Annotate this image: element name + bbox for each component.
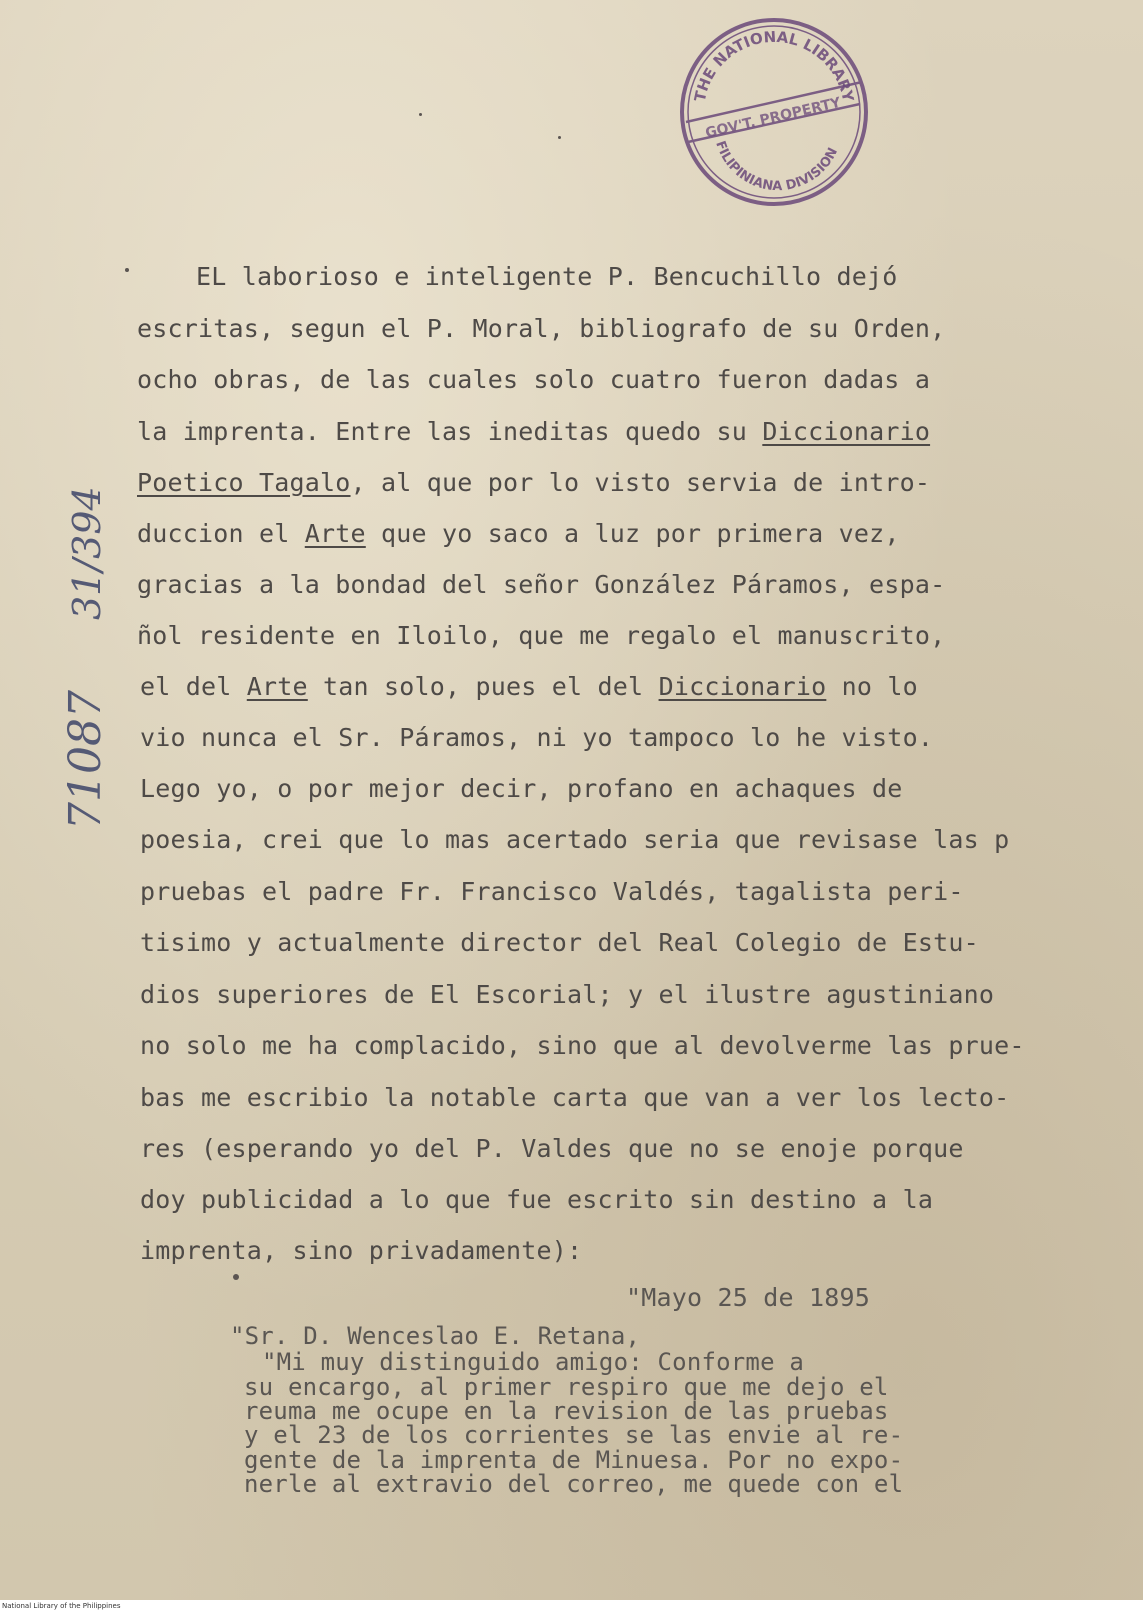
- body-text-segment: doy publicidad a lo que fue escrito sin destino a la: [140, 1185, 934, 1214]
- body-line: [140, 1083, 1009, 1113]
- body-text-segment: res (esperando yo del P. Valdes que no se enoje porque: [140, 1134, 964, 1163]
- body-line: [140, 672, 918, 702]
- body-text-segment: duccion el: [137, 519, 305, 548]
- underlined-title: Diccionario: [658, 672, 827, 701]
- body-text-segment: imprenta, sino privadamente):: [140, 1236, 583, 1265]
- body-text-segment: dios superiores de El Escorial; y el ilustre agustiniano: [140, 980, 995, 1009]
- body-line: [140, 774, 903, 804]
- body-line: [140, 980, 994, 1010]
- body-text-segment: gracias a la bondad del señor González Páramos, espa-: [137, 570, 946, 599]
- body-text-segment: Lego yo, o por mejor decir, profano en achaques de: [140, 774, 903, 803]
- body-line: [137, 570, 945, 600]
- letter-salutation: "Sr. D. Wenceslao E. Retana,: [230, 1322, 641, 1350]
- stamp-top-text: THE NATIONAL LIBRARY: [690, 27, 858, 104]
- body-line: [140, 1134, 964, 1164]
- paper-speck: [233, 1274, 239, 1280]
- body-line: [140, 928, 979, 958]
- paper-speck: [419, 113, 422, 116]
- body-line: [140, 1236, 582, 1266]
- body-line: [137, 621, 945, 651]
- body-line: [140, 1185, 933, 1215]
- underlined-title: Diccionario: [762, 417, 931, 446]
- letter-line: gente de la imprenta de Minuesa. Por no expo-: [244, 1446, 904, 1474]
- body-line: [137, 365, 930, 395]
- stamp-middle-text: GOV'T. PROPERTY: [703, 94, 843, 142]
- underlined-title: Arte: [246, 672, 308, 701]
- paper-speck: [125, 268, 129, 272]
- library-stamp: [674, 12, 874, 212]
- body-text-segment: bas me escribio la notable carta que van a ver los lecto-: [140, 1083, 1010, 1112]
- letter-line: "Mi muy distinguido amigo: Conforme a: [262, 1348, 805, 1376]
- body-line: [140, 1031, 1025, 1061]
- body-line: [140, 723, 933, 753]
- body-line: [140, 877, 964, 907]
- stamp-bottom-text: FILIPINIANA DIVISION: [712, 139, 842, 195]
- body-text-segment: poesia, crei que lo mas acertado seria que revisase las p: [140, 825, 1010, 854]
- body-text-segment: no lo: [826, 672, 918, 701]
- underlined-title: Poetico Tagalo: [137, 468, 351, 497]
- body-text-segment: tan solo, pues el del: [307, 672, 659, 701]
- body-line: [137, 314, 945, 344]
- handwritten-number-bottom: 71087: [60, 690, 111, 830]
- body-text-segment: vio nunca el Sr. Páramos, ni yo tampoco lo he visto.: [140, 723, 934, 752]
- letter-line: nerle al extravio del correo, me quede con el: [244, 1470, 904, 1498]
- paper-speck: [558, 136, 561, 139]
- body-line: [196, 262, 898, 292]
- body-text-segment: ñol residente en Iloilo, que me regalo el manuscrito,: [137, 621, 946, 650]
- body-text-segment: escritas, segun el P. Moral, bibliografo de su Orden,: [137, 314, 946, 343]
- body-text-segment: ocho obras, de las cuales solo cuatro fueron dadas a: [137, 365, 931, 394]
- body-line: [137, 468, 930, 498]
- body-text-segment: la imprenta. Entre las ineditas quedo su: [137, 417, 763, 446]
- letter-line: su encargo, al primer respiro que me dejo el: [244, 1373, 889, 1401]
- body-text-segment: pruebas el padre Fr. Francisco Valdés, tagalista peri-: [140, 877, 964, 906]
- handwritten-number-top: 31/394: [65, 486, 109, 620]
- body-text-segment: el del: [140, 672, 247, 701]
- scan-credit: National Library of the Philippines: [0, 1600, 1143, 1613]
- body-text-segment: no solo me ha complacido, sino que al devolverme las prue-: [140, 1031, 1025, 1060]
- body-text-segment: tisimo y actualmente director del Real Colegio de Estu-: [140, 928, 979, 957]
- body-text-segment: , al que por lo visto servia de intro-: [350, 468, 931, 497]
- letter-line: reuma me ocupe en la revision de las pruebas: [244, 1397, 889, 1425]
- body-line: [140, 825, 1009, 855]
- body-text-segment: que yo saco a luz por primera vez,: [365, 519, 900, 548]
- underlined-title: Arte: [304, 519, 366, 548]
- handwritten-catalog-numbers: [40, 470, 130, 850]
- body-line: [137, 519, 900, 549]
- letter-line: y el 23 de los corrientes se las envie al re-: [244, 1421, 904, 1449]
- letter-date: "Mayo 25 de 1895: [626, 1283, 871, 1312]
- body-line: [137, 417, 930, 447]
- body-text-segment: EL laborioso e inteligente P. Bencuchillo dejó: [196, 262, 898, 291]
